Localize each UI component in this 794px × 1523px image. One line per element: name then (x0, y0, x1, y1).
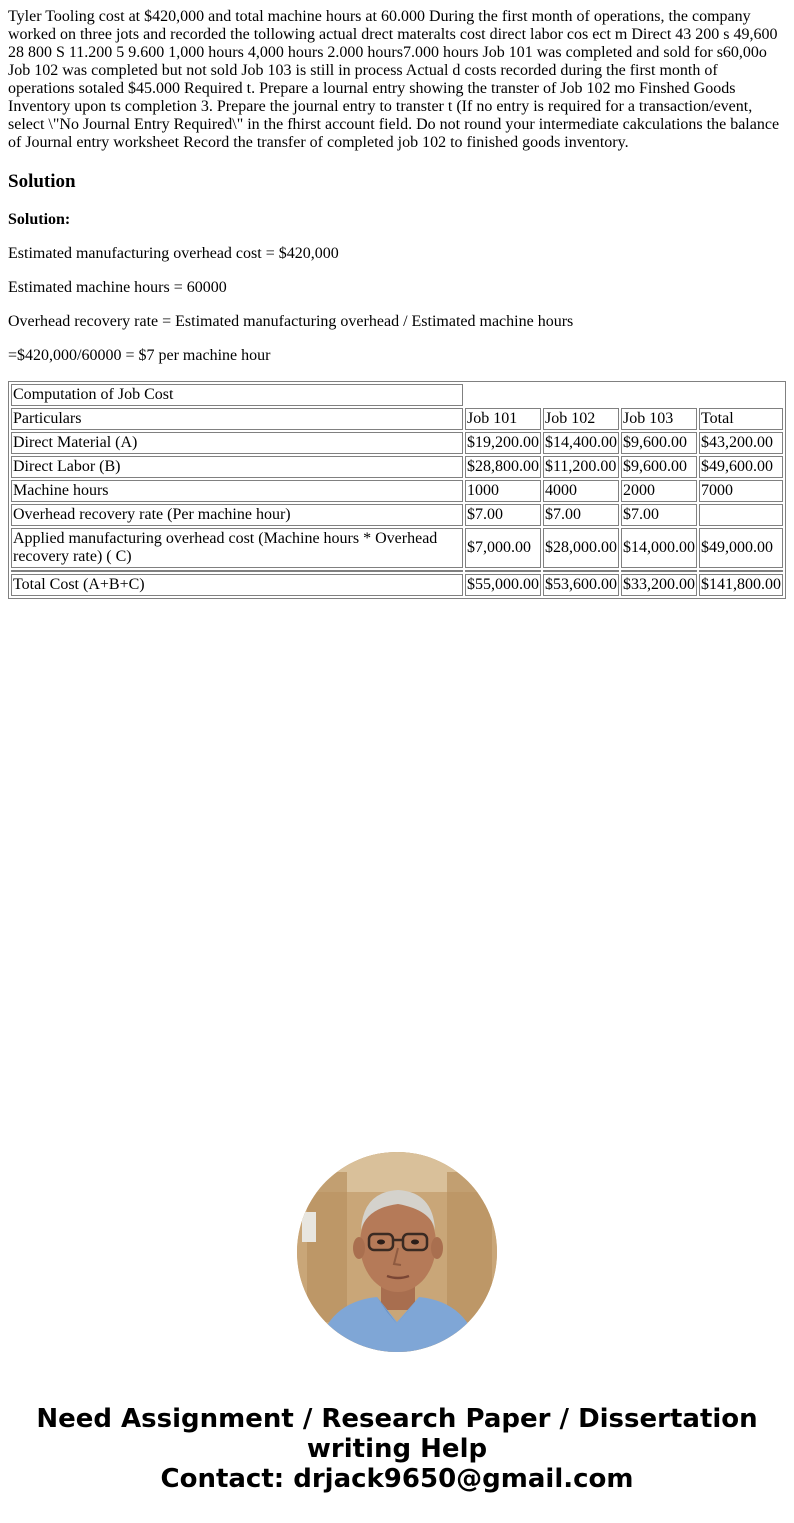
cell-total (699, 504, 783, 526)
contact-text: Contact: drjack9650@gmail.com (160, 1464, 634, 1494)
total-job-102: $53,600.00 (543, 574, 619, 596)
cell-total: $49,000.00 (699, 528, 783, 568)
cell-job-101: 1000 (465, 480, 541, 502)
contact-banner (0, 1404, 794, 1494)
row-label: Overhead recovery rate (Per machine hour) (11, 504, 463, 526)
cell-job-102: $28,000.00 (543, 528, 619, 568)
row-label: Direct Material (A) (11, 432, 463, 454)
avatar-portrait (297, 1152, 497, 1352)
table-separator-row (11, 570, 783, 572)
table-row (11, 528, 783, 568)
total-job-103: $33,200.00 (621, 574, 697, 596)
solution-line-3: Overhead recovery rate = Estimated manufacturing overhead / Estimated machine hours (8, 313, 574, 330)
row-label: Applied manufacturing overhead cost (Machine hours * Overhead recovery rate) ( C) (11, 528, 463, 568)
table-row (11, 456, 783, 478)
header-total: Total (699, 408, 783, 430)
question-text: Tyler Tooling cost at $420,000 and total machine hours at 60.000 During the first month of operations, the company worked on three jots and recorded the tollowing actual drect materalts cost direct labor cos ect m Direct 43 200 s 49,600 28 800 S 11.200 5 9.600 1,000 hours 4,000 hours 2.000 hours7.000 hours Job 101 was completed and sold for s60,00o Job 102 was completed but not sold Job 103 is still in process Actual d costs recorded during the first month of operations sotaled $45.000 Required t. Prepare a lournal entry showing the transter of Job 102 mo Finshed Goods Inventory upon ts completion 3. Prepare the journal entry to transter t (If no entry is required for a transaction/event, select \"No Journal Entry Required\" in the fhirst account field. Do not round your intermediate cakculations the balance of Journal entry worksheet Record the transfer of completed job 102 to finished goods inventory. (8, 8, 780, 151)
header-job-102: Job 102 (543, 408, 619, 430)
separator-cell (621, 570, 697, 572)
row-label: Direct Labor (B) (11, 456, 463, 478)
cell-job-103: 2000 (621, 480, 697, 502)
solution-line-2: Estimated machine hours = 60000 (8, 279, 227, 296)
solution-label (8, 211, 786, 229)
cell-job-103: $9,600.00 (621, 456, 697, 478)
cell-job-101: $28,800.00 (465, 456, 541, 478)
job-cost-table (8, 381, 786, 599)
separator-cell (465, 570, 541, 572)
separator-cell (11, 570, 463, 572)
cell-total: $43,200.00 (699, 432, 783, 454)
table-header-row (11, 408, 783, 430)
header-job-103: Job 103 (621, 408, 697, 430)
cell-job-102: 4000 (543, 480, 619, 502)
separator-cell (543, 570, 619, 572)
cell-job-102: $11,200.00 (543, 456, 619, 478)
help-text: Need Assignment / Research Paper / Dissertation writing Help (36, 1404, 758, 1464)
header-job-101: Job 101 (465, 408, 541, 430)
row-label: Machine hours (11, 480, 463, 502)
table-caption: Computation of Job Cost (11, 384, 463, 406)
cell-job-103: $14,000.00 (621, 528, 697, 568)
cell-total: 7000 (699, 480, 783, 502)
total-job-101: $55,000.00 (465, 574, 541, 596)
separator-cell (699, 570, 783, 572)
solution-heading: Solution (8, 171, 76, 192)
table-row (11, 432, 783, 454)
cell-job-101: $19,200.00 (465, 432, 541, 454)
table-row (11, 504, 783, 526)
header-particulars: Particulars (11, 408, 463, 430)
table-row (11, 480, 783, 502)
cell-job-102: $14,400.00 (543, 432, 619, 454)
page-content (0, 0, 794, 599)
total-label: Total Cost (A+B+C) (11, 574, 463, 596)
solution-line-1: Estimated manufacturing overhead cost = $420,000 (8, 245, 339, 262)
cell-job-103: $9,600.00 (621, 432, 697, 454)
table-caption-blank (465, 384, 783, 406)
avatar (297, 1152, 497, 1352)
cell-job-101: $7.00 (465, 504, 541, 526)
cell-job-102: $7.00 (543, 504, 619, 526)
table-caption-row (11, 384, 783, 406)
solution-label-text: Solution: (8, 211, 71, 228)
table-total-row (11, 574, 783, 596)
cell-job-103: $7.00 (621, 504, 697, 526)
author-footer (0, 1152, 794, 1352)
total-total: $141,800.00 (699, 574, 783, 596)
cell-total: $49,600.00 (699, 456, 783, 478)
cell-job-101: $7,000.00 (465, 528, 541, 568)
solution-line-4: =$420,000/60000 = $7 per machine hour (8, 347, 271, 364)
